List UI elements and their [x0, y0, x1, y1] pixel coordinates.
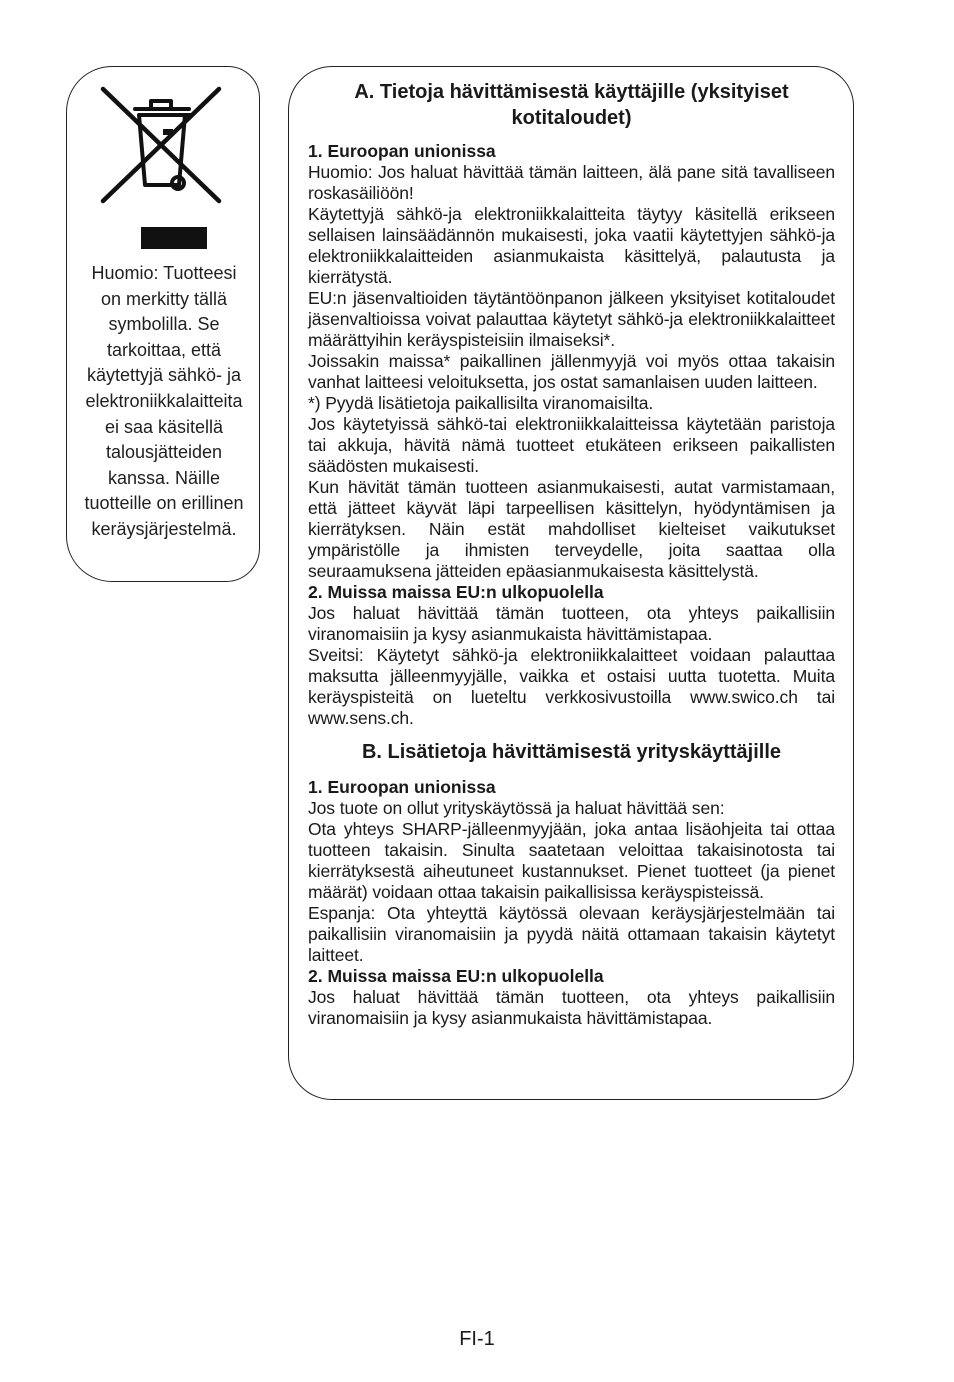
section-a-paragraph: Käytettyjä sähkö-ja elektroniikkalaitteita täytyy käsitellä erikseen sellaisen lainsäädännön mukaisesti, joka vaatii käytettyjen sähkö-ja elektroniikkalaitteiden asianmukaista käsittelyä, palautusta ja kierrätystä.: [308, 204, 835, 287]
section-b-paragraph: Ota yhteys SHARP-jälleenmyyjään, joka antaa lisäohjeita tai ottaa tuotteen takaisin. Sinulta saatetaan veloittaa takaisinotosta tai kierrätyksestä aiheutuneet kustannukset. Pienet tuotteet (ja pienet määrät) voidaan ottaa takaisin paikallisissa keräyspisteissä.: [308, 819, 835, 902]
disposal-info-box: [288, 66, 854, 1100]
section-a-paragraph: Jos haluat hävittää tämän tuotteen, ota yhteys paikallisiin viranomaisiin ja kysy asianmukaista hävittämistapaa.: [308, 603, 835, 644]
section-b-subheading-eu: 1. Euroopan unionissa: [308, 777, 496, 797]
weee-notice-box: [66, 66, 260, 582]
section-b-paragraph: Espanja: Ota yhteyttä käytössä olevaan keräysjärjestelmään tai paikallisiin viranomaisiin ja pyydä näitä ottamaan takaisin käytetyt laitteet.: [308, 903, 835, 965]
section-b-paragraph: Jos haluat hävittää tämän tuotteen, ota yhteys paikallisiin viranomaisiin ja kysy asianmukaista hävittämistapaa.: [308, 987, 835, 1028]
section-b-subheading-non-eu: 2. Muissa maissa EU:n ulkopuolella: [308, 966, 604, 986]
section-a-paragraph: Jos käytetyissä sähkö-tai elektroniikkalaitteissa käytetään paristoja tai akkuja, hävitä nämä tuotteet etukäteen erikseen paikallisten säädösten mukaisesti.: [308, 414, 835, 476]
section-a-subheading-eu: 1. Euroopan unionissa: [308, 141, 496, 161]
section-a-title: A. Tietoja hävittämisestä käyttäjille (yksityiset kotitaloudet): [354, 81, 789, 129]
section-b-paragraph: Jos tuote on ollut yrityskäytössä ja haluat hävittää sen:: [308, 798, 725, 818]
weee-notice-text: Huomio: Tuotteesi on merkitty tällä symbolilla. Se tarkoittaa, että käytettyjä sähkö- ja elektroniikkalaitteita ei saa käsitellä talousjätteiden kanssa. Näille tuotteille on erillinen keräysjärjestelmä.: [84, 263, 244, 539]
section-a-paragraph: EU:n jäsenvaltioiden täytäntöönpanon jälkeen yksityiset kotitaloudet jäsenvaltioissa voivat palauttaa käytetyt sähkö-ja elektroniikkalaitteet määrättyihin keräyspisteisiin ilmaiseksi*.: [308, 288, 835, 350]
black-bar-symbol: [141, 227, 207, 249]
page-number: FI-1: [459, 1328, 495, 1350]
section-b-title: B. Lisätietoja hävittämisestä yrityskäyttäjille: [361, 741, 782, 763]
section-a-paragraph: Sveitsi: Käytetyt sähkö-ja elektroniikkalaitteet voidaan palauttaa maksutta jälleenmyyjälle, vaikka et ostaisi uutta tuotetta. Muita keräyspisteitä on lueteltu verkkosivustoilla www.swico.ch tai www.sens.ch.: [308, 645, 835, 728]
section-a-paragraph: *) Pyydä lisätietoja paikallisilta viranomaisilta.: [308, 393, 654, 413]
section-a-subheading-non-eu: 2. Muissa maissa EU:n ulkopuolella: [308, 582, 604, 602]
section-a-paragraph: Kun hävität tämän tuotteen asianmukaisesti, autat varmistamaan, että jätteet käyvät läpi tarpeellisen käsittelyn, hyödyntämisen ja kierrätyksen. Näin estät mahdolliset kielteiset vaikutukset ympäristölle ja ihmisten terveydelle, joita saattaa olla seuraamuksena jätteiden epäasianmukaisesta käsittelystä.: [308, 477, 835, 581]
section-a-paragraph: Huomio: Jos haluat hävittää tämän laitteen, älä pane sitä tavalliseen roskasäiliöön!: [308, 162, 835, 203]
crossed-out-wheelie-bin-icon: [99, 85, 223, 205]
disposal-content: [308, 79, 835, 1029]
section-a-paragraph: Joissakin maissa* paikallinen jällenmyyjä voi myös ottaa takaisin vanhat laitteesi veloituksetta, jos ostat samanlaisen uuden laitteen.: [308, 351, 835, 392]
